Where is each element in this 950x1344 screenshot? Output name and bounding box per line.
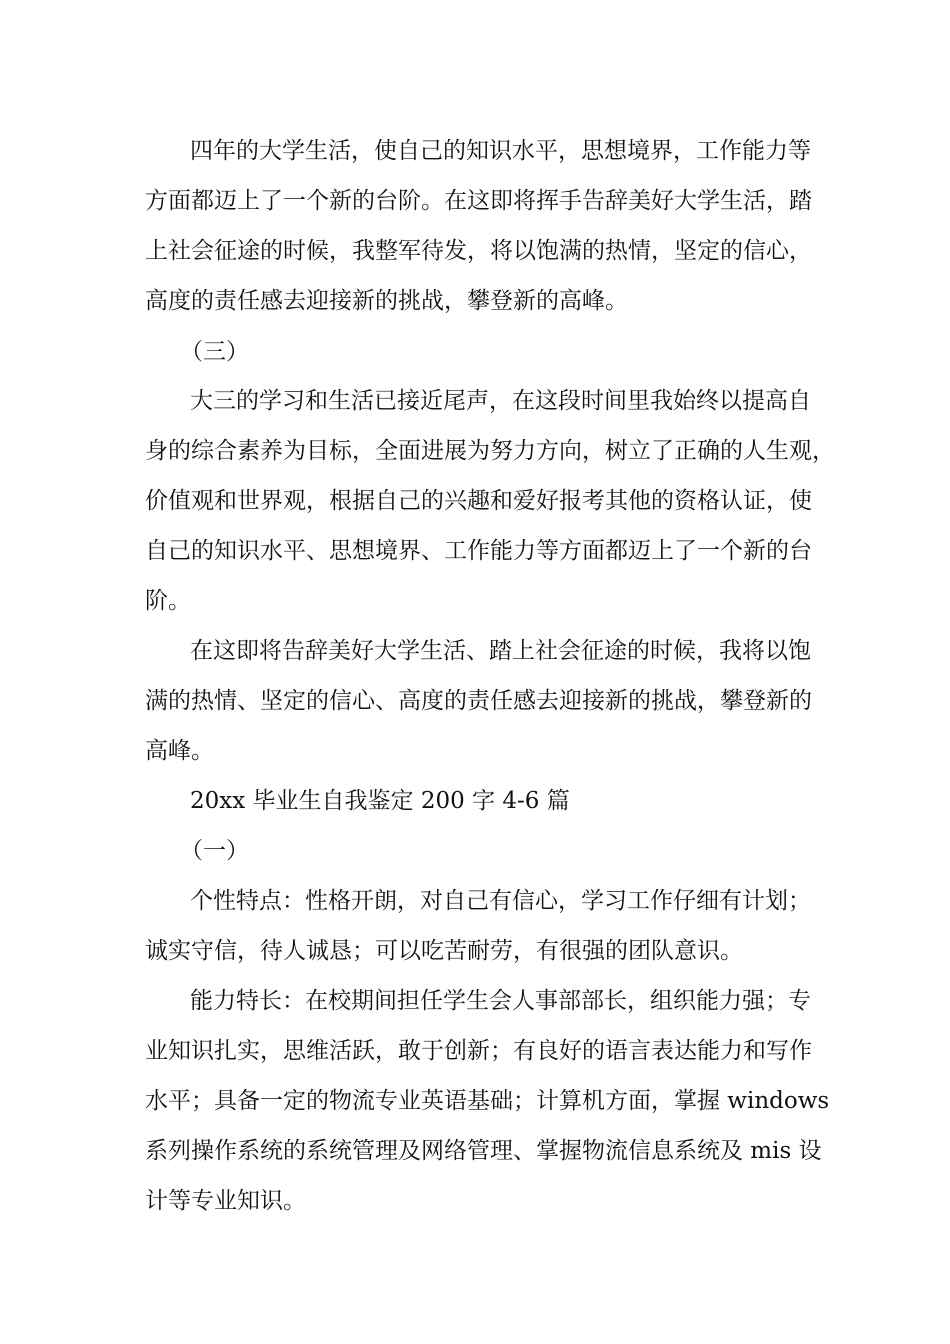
paragraph-line: 计等专业知识。 (145, 1188, 306, 1214)
paragraph-line: 四年的大学生活，使自己的知识水平，思想境界，工作能力等 (190, 138, 811, 164)
section-heading: （一） (180, 838, 249, 864)
paragraph-line: 自己的知识水平、思想境界、工作能力等方面都迈上了一个新的台 (145, 538, 812, 564)
paragraph-line: 满的热情、坚定的信心、高度的责任感去迎接新的挑战，攀登新的 (145, 688, 812, 714)
paragraph-line: 业知识扎实，思维活跃，敢于创新；有良好的语言表达能力和写作 (145, 1038, 812, 1064)
paragraph-line: 系列操作系统的系统管理及网络管理、掌握物流信息系统及 mis 设 (145, 1138, 822, 1164)
paragraph-line: 在这即将告辞美好大学生活、踏上社会征途的时候，我将以饱 (190, 638, 811, 664)
paragraph-line: 大三的学习和生活已接近尾声，在这段时间里我始终以提高自 (190, 388, 811, 414)
section-heading: （三） (180, 339, 249, 365)
paragraph-line: 高度的责任感去迎接新的挑战，攀登新的高峰。 (145, 288, 628, 314)
paragraph-line: 身的综合素养为目标，全面进展为努力方向，树立了正确的人生观， (145, 438, 835, 464)
paragraph-line: 高峰。 (145, 738, 214, 764)
paragraph-line: 方面都迈上了一个新的台阶。在这即将挥手告辞美好大学生活，踏 (145, 188, 812, 214)
paragraph-line: 个性特点：性格开朗，对自己有信心，学习工作仔细有计划； (190, 888, 811, 914)
paragraph-line: 价值观和世界观，根据自己的兴趣和爱好报考其他的资格认证，使 (145, 488, 812, 514)
paragraph-line: 阶。 (145, 588, 191, 614)
paragraph-line: 水平；具备一定的物流专业英语基础；计算机方面，掌握 windows (145, 1088, 830, 1114)
paragraph-line: 诚实守信，待人诚恳；可以吃苦耐劳，有很强的团队意识。 (145, 938, 743, 964)
document-heading: 20xx 毕业生自我鉴定 200 字 4-6 篇 (190, 788, 570, 814)
paragraph-line: 上社会征途的时候，我整军待发，将以饱满的热情，坚定的信心， (145, 238, 812, 264)
paragraph-line: 能力特长：在校期间担任学生会人事部部长，组织能力强；专 (190, 988, 811, 1014)
